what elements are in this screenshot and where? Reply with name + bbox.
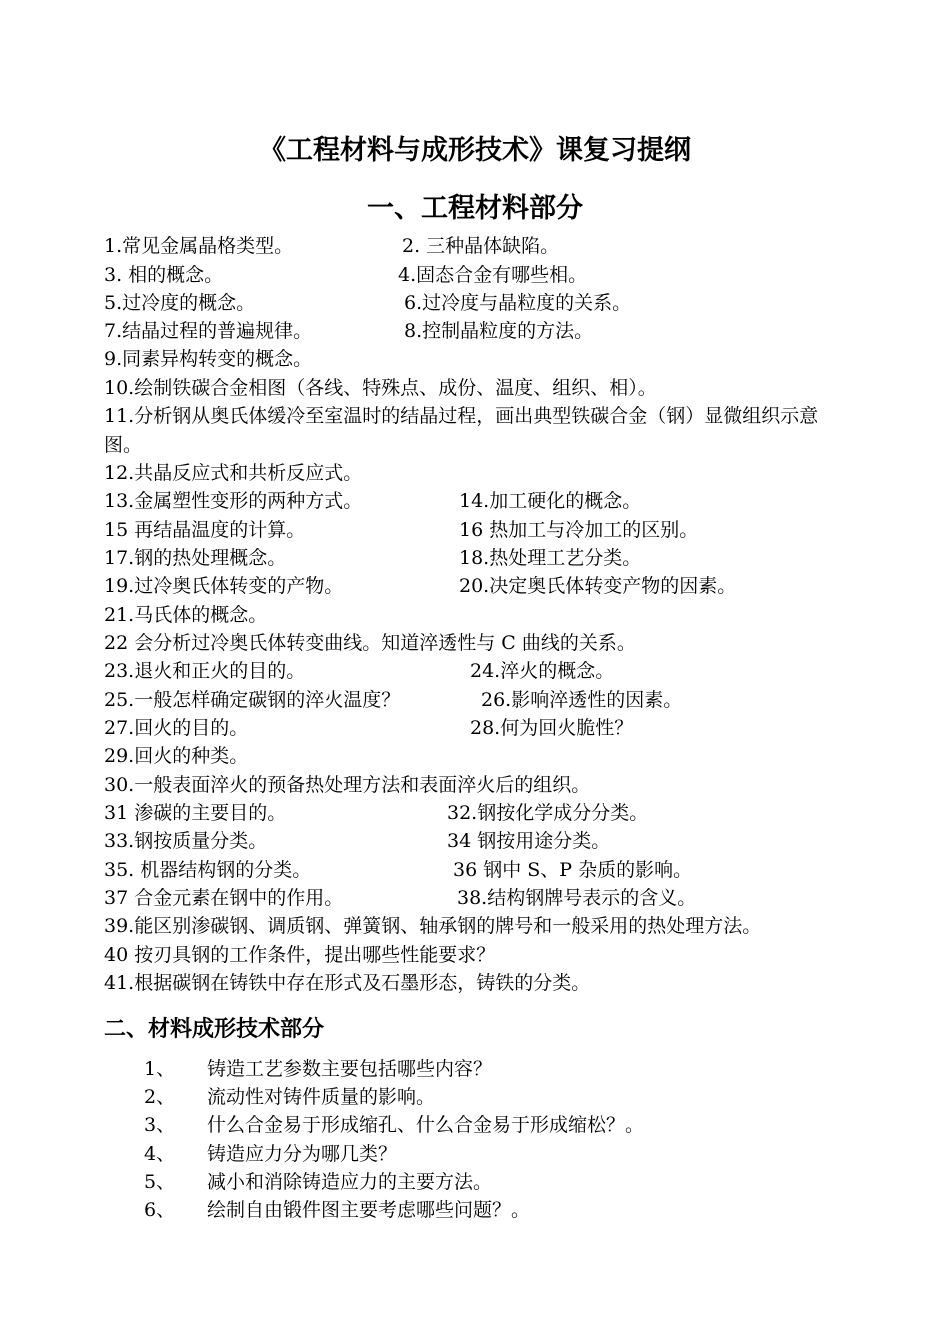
section2-heading: 二、材料成形技术部分 — [104, 1017, 325, 1042]
list-item: 5.过冷度的概念。 6.过冷度与晶粒度的关系。 — [104, 292, 632, 314]
list-item: 10.绘制铁碳合金相图（各线、特殊点、成份、温度、组织、相）。 — [104, 377, 657, 399]
list-item: 7.结晶过程的普遍规律。 8.控制晶粒度的方法。 — [104, 320, 594, 342]
list-item: 3、 什么合金易于形成缩孔、什么合金易于形成缩松？。 — [144, 1114, 645, 1136]
document-title: 《工程材料与成形技术》课复习提纲 — [259, 135, 691, 166]
list-item: 12.共晶反应式和共析反应式。 — [104, 462, 363, 484]
list-item: 39.能区别渗碳钢、调质钢、弹簧钢、轴承钢的牌号和一般采用的热处理方法。 — [104, 915, 762, 937]
list-item: 4、 铸造应力分为哪几类？ — [144, 1143, 398, 1165]
list-item: 5、 减小和消除铸造应力的主要方法。 — [144, 1171, 493, 1193]
list-item: 29.回火的种类。 — [104, 745, 249, 767]
list-item: 15 再结晶温度的计算。 16 热加工与冷加工的区别。 — [104, 519, 699, 541]
list-item: 1.常见金属晶格类型。 2. 三种晶体缺陷。 — [104, 235, 560, 257]
list-item: 2、 流动性对铸件质量的影响。 — [144, 1086, 436, 1108]
list-item: 41.根据碳钢在铸铁中存在形式及石墨形态，铸铁的分类。 — [104, 972, 591, 994]
list-item: 11.分析钢从奥氏体缓冷至室温时的结晶过程，画出典型铁碳合金（钢）显微组织示意图。 — [104, 405, 819, 456]
list-item: 27.回火的目的。 28.何为回火脆性？ — [104, 717, 634, 739]
list-item: 23.退火和正火的目的。 24.淬火的概念。 — [104, 660, 615, 682]
list-item: 30.一般表面淬火的预备热处理方法和表面淬火后的组织。 — [104, 774, 591, 796]
list-item: 35. 机器结构钢的分类。 36 钢中 S、P 杂质的影响。 — [104, 859, 693, 881]
list-item: 13.金属塑性变形的两种方式。 14.加工硬化的概念。 — [104, 490, 642, 512]
list-item: 3. 相的概念。 4.固态合金有哪些相。 — [104, 264, 588, 286]
list-item: 25.一般怎样确定碳钢的淬火温度？ 26.影响淬透性的因素。 — [104, 689, 683, 711]
list-item: 1、 铸造工艺参数主要包括哪些内容？ — [144, 1058, 493, 1080]
list-item: 21.马氏体的概念。 — [104, 604, 268, 626]
list-item: 6、 绘制自由锻件图主要考虑哪些问题？。 — [144, 1199, 531, 1221]
list-item: 37 合金元素在钢中的作用。 38.结构钢牌号表示的含义。 — [104, 887, 697, 909]
list-item: 17.钢的热处理概念。 18.热处理工艺分类。 — [104, 547, 642, 569]
list-item: 40 按刃具钢的工作条件，提出哪些性能要求？ — [104, 944, 496, 966]
list-item: 22 会分析过冷奥氏体转变曲线。知道淬透性与 C 曲线的关系。 — [104, 632, 636, 654]
list-item: 31 渗碳的主要目的。 32.钢按化学成分分类。 — [104, 802, 649, 824]
list-item: 9.同素异构转变的概念。 — [104, 348, 313, 370]
list-item: 19.过冷奥氏体转变的产物。 20.决定奥氏体转变产物的因素。 — [104, 575, 737, 597]
section1-heading: 一、工程材料部分 — [367, 193, 583, 224]
list-item: 33.钢按质量分类。 34 钢按用途分类。 — [104, 830, 611, 852]
